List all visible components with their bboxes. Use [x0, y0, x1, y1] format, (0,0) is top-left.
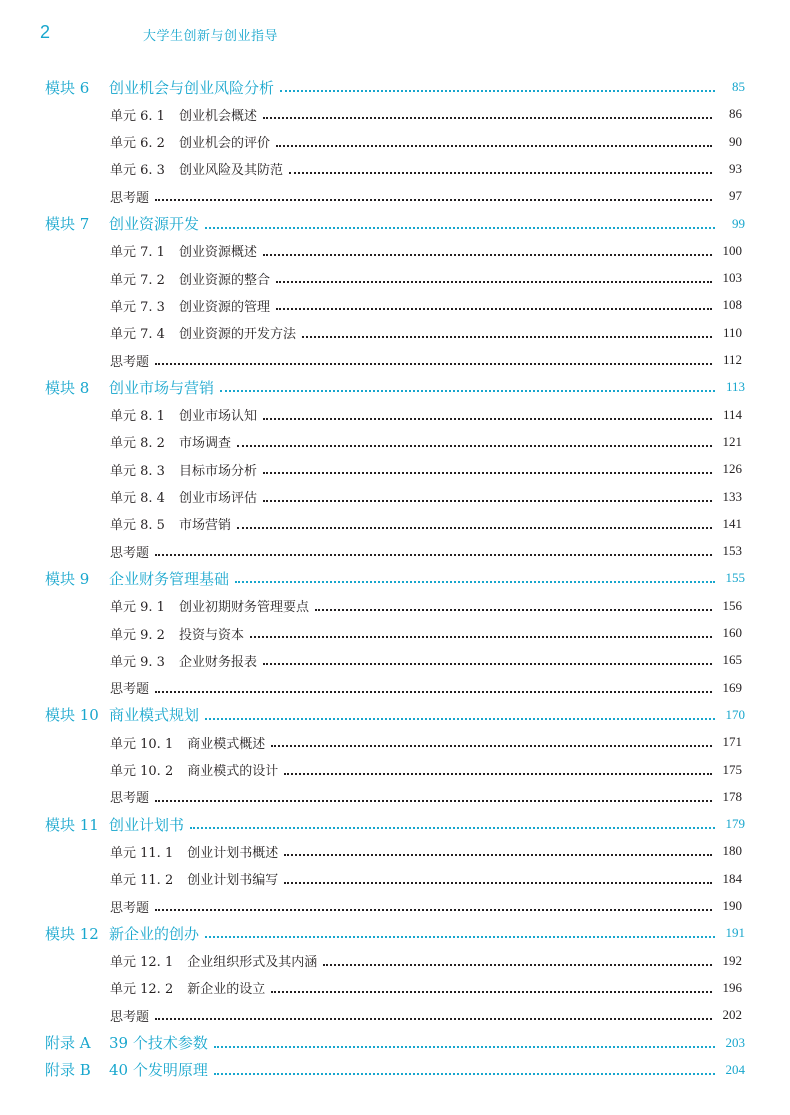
toc-entry-number: 模块 11 — [45, 815, 99, 834]
toc-dot-leader — [271, 745, 712, 747]
toc-entry-title: 创业市场评估 — [178, 491, 257, 506]
toc-entry-number: 单元 7. 1 — [110, 245, 165, 261]
toc-entry-number: 单元 8. 5 — [110, 518, 165, 534]
toc-entry-title: 企业财务报表 — [178, 654, 257, 670]
toc-page-number: 113 — [725, 379, 745, 395]
toc-dot-leader — [237, 445, 712, 447]
toc-entry-number: 模块 8 — [45, 378, 90, 397]
toc-entry-number: 单元 7. 4 — [110, 327, 165, 343]
toc-dot-leader — [214, 1046, 715, 1048]
toc-entry-title: 企业组织形式及其内涵 — [187, 955, 318, 971]
toc-module-entry[interactable] — [45, 813, 745, 835]
toc-unit-entry[interactable] — [110, 158, 742, 180]
toc-entry-title: 创业机会的评价 — [178, 136, 270, 152]
toc-entry-number: 单元 9. 2 — [110, 627, 165, 643]
page-header — [0, 22, 790, 46]
toc-page-number: 85 — [732, 79, 745, 94]
toc-entry-number: 单元 10. 2 — [110, 764, 174, 779]
toc-dot-leader — [302, 336, 712, 338]
toc-entry-number: 单元 12. 2 — [110, 982, 174, 998]
toc-dot-leader — [235, 581, 715, 583]
toc-unit-entry[interactable] — [110, 267, 742, 289]
toc-entry-number: 单元 12. 1 — [110, 955, 174, 971]
toc-page-number: 112 — [722, 352, 742, 367]
toc-entry-title: 创业初期财务管理要点 — [178, 600, 309, 616]
toc-entry-title: 思考题 — [110, 791, 150, 807]
toc-exercise-entry[interactable] — [110, 895, 742, 917]
toc-page-number: 190 — [722, 898, 742, 913]
toc-page-number: 160 — [722, 625, 742, 640]
toc-entry-title: 创业市场与营销 — [109, 378, 215, 397]
page-number: 2 — [40, 22, 51, 42]
toc-dot-leader — [284, 882, 712, 884]
toc-dot-leader — [155, 691, 712, 693]
toc-entry-number: 单元 8. 4 — [110, 491, 165, 506]
toc-page-number: 203 — [725, 1034, 745, 1050]
toc-page-number: 179 — [725, 816, 745, 832]
toc-page-number: 121 — [722, 433, 742, 449]
toc-page-number: 103 — [722, 270, 742, 286]
toc-dot-leader — [190, 827, 715, 829]
toc-entry-title: 创业计划书概述 — [187, 845, 279, 861]
toc-page-number: 171 — [722, 734, 742, 750]
toc-page-number: 114 — [722, 406, 742, 422]
toc-page-number: 155 — [725, 570, 745, 586]
toc-entry-number: 单元 10. 1 — [110, 736, 174, 752]
toc-entry-title: 40 个发明原理 — [109, 1061, 208, 1080]
toc-entry-number: 单元 11. 2 — [110, 873, 174, 889]
toc-module-entry[interactable] — [45, 704, 745, 726]
toc-dot-leader — [263, 500, 712, 502]
toc-page-number: 180 — [722, 843, 742, 859]
toc-dot-leader — [155, 199, 712, 201]
toc-dot-leader — [263, 117, 712, 119]
toc-unit-entry[interactable] — [110, 131, 742, 153]
toc-page-number: 202 — [722, 1007, 742, 1023]
toc-page-number: 133 — [722, 488, 742, 504]
toc-dot-leader — [280, 90, 715, 92]
toc-page-number: 97 — [729, 188, 742, 204]
toc-entry-number: 模块 6 — [45, 78, 90, 97]
toc-entry-title: 商业模式规划 — [109, 706, 200, 725]
toc-module-entry[interactable] — [45, 76, 745, 98]
toc-page-number: 165 — [722, 652, 742, 668]
toc-dot-leader — [155, 909, 712, 911]
toc-entry-title: 创业风险及其防范 — [178, 163, 283, 179]
toc-unit-entry[interactable] — [110, 595, 742, 617]
toc-module-entry[interactable] — [45, 567, 745, 589]
toc-dot-leader — [284, 773, 712, 775]
toc-page-number: 175 — [722, 761, 742, 777]
toc-entry-number: 单元 9. 1 — [110, 600, 165, 616]
toc-dot-leader — [263, 254, 712, 256]
book-title: 大学生创新与创业指导 — [143, 29, 279, 44]
toc-dot-leader — [205, 227, 715, 229]
toc-entry-title: 思考题 — [110, 190, 150, 206]
toc-entry-title: 商业模式概述 — [187, 736, 266, 752]
toc-entry-title: 市场调查 — [178, 436, 231, 452]
toc-page-number: 184 — [722, 870, 742, 886]
toc-entry-number: 单元 8. 1 — [110, 409, 165, 425]
toc-entry-title: 思考题 — [110, 354, 150, 370]
toc-dot-leader — [271, 991, 712, 993]
toc-unit-entry[interactable] — [110, 404, 742, 426]
toc-exercise-entry[interactable] — [110, 185, 742, 207]
toc-entry-number: 单元 6. 3 — [110, 163, 165, 179]
toc-dot-leader — [315, 609, 712, 611]
toc-dot-leader — [263, 418, 712, 420]
toc-entry-title: 创业机会概述 — [178, 108, 257, 124]
toc-dot-leader — [263, 663, 712, 665]
toc-entry-title: 新企业的创办 — [109, 924, 200, 943]
toc-entry-title: 商业模式的设计 — [187, 764, 279, 779]
toc-entry-number: 单元 8. 2 — [110, 436, 165, 452]
toc-entry-title: 目标市场分析 — [178, 463, 257, 479]
toc-entry-title: 创业资源的开发方法 — [178, 327, 296, 343]
toc-unit-entry[interactable] — [110, 322, 742, 344]
toc-page-number: 86 — [729, 106, 742, 122]
toc-entry-title: 创业资源的管理 — [178, 299, 270, 315]
toc-dot-leader — [155, 1018, 712, 1020]
toc-dot-leader — [155, 800, 712, 802]
toc-entry-title: 思考题 — [110, 545, 150, 561]
toc-exercise-entry[interactable] — [110, 349, 742, 371]
toc-module-entry[interactable] — [45, 376, 745, 398]
toc-module-entry[interactable] — [45, 922, 745, 944]
toc-page-number: 126 — [722, 461, 742, 477]
toc-entry-number: 单元 7. 2 — [110, 272, 165, 288]
toc-page-number: 191 — [725, 925, 745, 941]
toc-page-number: 192 — [722, 952, 742, 968]
toc-entry-number: 模块 9 — [45, 569, 90, 588]
toc-dot-leader — [276, 281, 712, 283]
toc-unit-entry[interactable] — [110, 731, 742, 753]
toc-page-number: 204 — [725, 1061, 745, 1077]
toc-exercise-entry[interactable] — [110, 540, 742, 562]
toc-unit-entry[interactable] — [110, 458, 742, 480]
toc-entry-title: 创业计划书编写 — [187, 873, 279, 889]
toc-dot-leader — [289, 172, 712, 174]
toc-entry-title: 创业计划书 — [109, 815, 185, 834]
toc-page-number: 110 — [722, 324, 742, 340]
toc-entry-number: 单元 6. 2 — [110, 136, 165, 152]
toc-entry-number: 附录 A — [45, 1034, 91, 1052]
toc-dot-leader — [155, 363, 712, 365]
toc-entry-title: 企业财务管理基础 — [109, 569, 230, 588]
toc-page-number: 178 — [722, 788, 742, 804]
toc-entry-number: 模块 10 — [45, 706, 99, 725]
toc-unit-entry[interactable] — [110, 486, 742, 508]
toc-entry-number: 单元 9. 3 — [110, 654, 165, 670]
toc-page-number: 90 — [729, 133, 742, 149]
toc-module-entry[interactable] — [45, 1032, 745, 1054]
toc-entry-title: 创业资源的整合 — [178, 272, 270, 288]
toc-entry-title: 思考题 — [110, 900, 150, 916]
toc-unit-entry[interactable] — [110, 103, 742, 125]
toc-page-number: 170 — [725, 706, 745, 722]
toc-entry-title: 创业机会与创业风险分析 — [109, 78, 275, 97]
toc-entry-title: 思考题 — [110, 1009, 150, 1025]
toc-entry-number: 模块 12 — [45, 924, 99, 943]
toc-page-number: 93 — [729, 160, 742, 176]
toc-page-number: 100 — [722, 242, 742, 258]
toc-entry-number: 单元 11. 1 — [110, 845, 174, 861]
toc-entry-number: 附录 B — [45, 1061, 91, 1080]
toc-dot-leader — [205, 936, 715, 938]
toc-unit-entry[interactable] — [110, 950, 742, 972]
toc-module-entry[interactable] — [45, 213, 745, 235]
toc-dot-leader — [237, 527, 712, 529]
toc-page-number: 196 — [722, 979, 742, 995]
toc-entry-number: 单元 8. 3 — [110, 463, 165, 479]
toc-unit-entry[interactable] — [110, 868, 742, 890]
toc-dot-leader — [155, 554, 712, 556]
toc-unit-entry[interactable] — [110, 977, 742, 999]
toc-entry-title: 新企业的设立 — [187, 982, 266, 998]
toc-dot-leader — [276, 308, 712, 310]
toc-dot-leader — [250, 636, 712, 638]
toc-unit-entry[interactable] — [110, 431, 742, 453]
toc-dot-leader — [284, 854, 712, 856]
toc-exercise-entry[interactable] — [110, 677, 742, 699]
toc-dot-leader — [214, 1073, 715, 1075]
toc-unit-entry[interactable] — [110, 840, 742, 862]
toc-unit-entry[interactable] — [110, 759, 742, 781]
toc-page-number: 169 — [722, 679, 742, 695]
toc-page-number: 156 — [722, 597, 742, 613]
toc-entry-number: 单元 7. 3 — [110, 299, 165, 315]
toc-unit-entry[interactable] — [110, 622, 742, 644]
toc-dot-leader — [323, 964, 712, 966]
toc-dot-leader — [263, 472, 712, 474]
toc-dot-leader — [220, 390, 715, 392]
toc-page-number: 99 — [732, 215, 745, 231]
toc-page-number: 153 — [722, 543, 742, 559]
toc-entry-number: 模块 7 — [45, 215, 90, 233]
toc-unit-entry[interactable] — [110, 294, 742, 316]
toc-entry-title: 创业市场认知 — [178, 409, 257, 425]
toc-exercise-entry[interactable] — [110, 1004, 742, 1026]
toc-page-number: 141 — [722, 515, 742, 531]
toc-exercise-entry[interactable] — [110, 786, 742, 808]
toc-entry-title: 思考题 — [110, 682, 150, 698]
toc-unit-entry[interactable] — [110, 649, 742, 671]
toc-unit-entry[interactable] — [110, 240, 742, 262]
toc-dot-leader — [205, 718, 715, 720]
toc-entry-number: 单元 6. 1 — [110, 108, 165, 124]
toc-entry-title: 创业资源概述 — [178, 245, 257, 261]
toc-entry-title: 市场营销 — [178, 518, 231, 534]
toc-entry-title: 39 个技术参数 — [109, 1034, 208, 1052]
toc-module-entry[interactable] — [45, 1059, 745, 1081]
toc-page-number: 108 — [722, 297, 742, 313]
toc-unit-entry[interactable] — [110, 513, 742, 535]
toc-dot-leader — [276, 145, 712, 147]
toc-entry-title: 投资与资本 — [178, 627, 244, 643]
toc-entry-title: 创业资源开发 — [109, 215, 200, 233]
